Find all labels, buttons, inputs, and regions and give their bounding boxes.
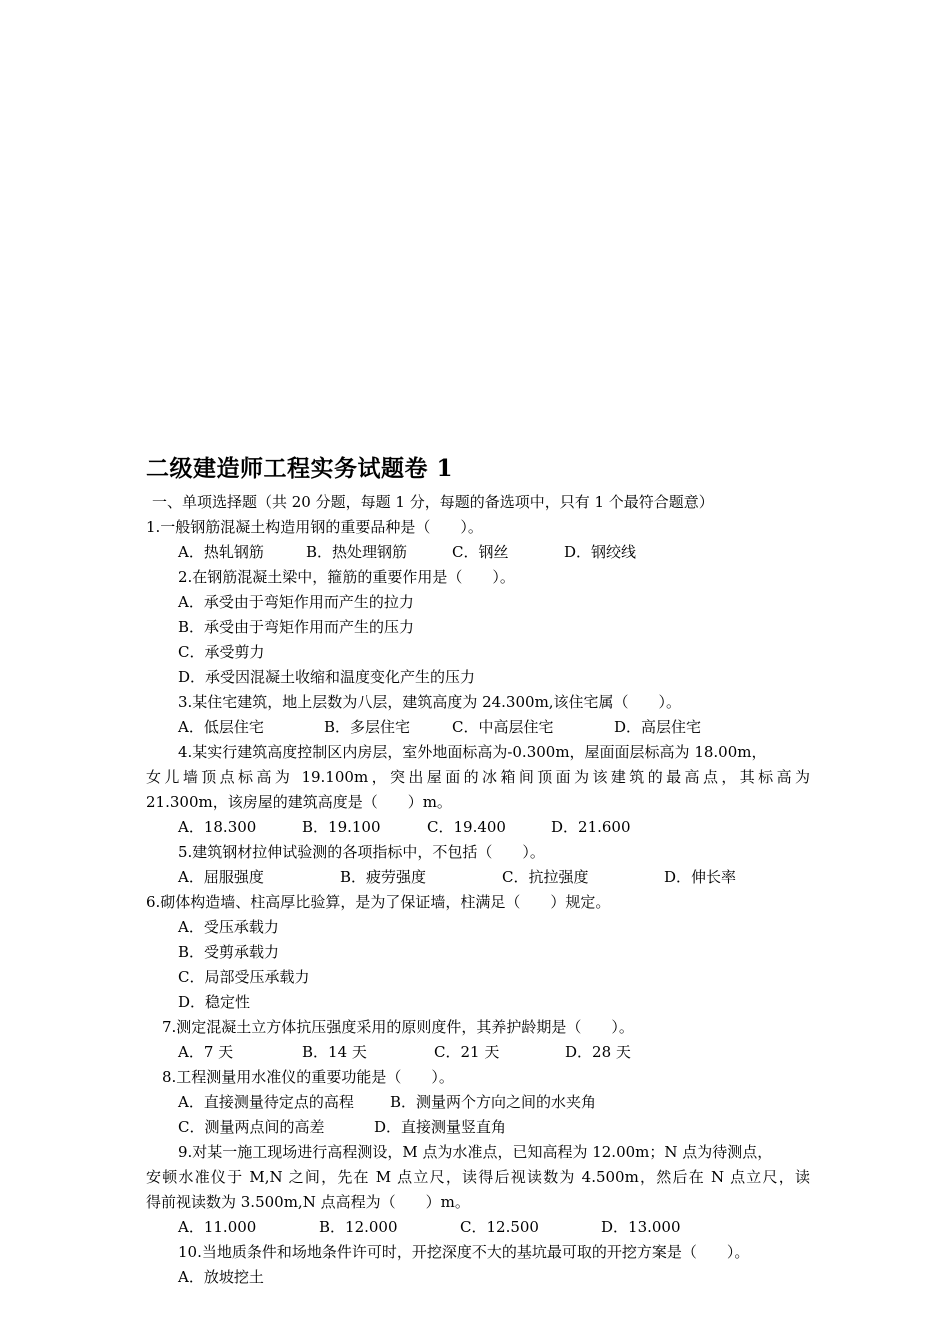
option-a: A．7 天: [178, 1043, 234, 1061]
question-7-stem: 7.测定混凝土立方体抗压强度采用的原则度件，其养护龄期是（ ）。: [162, 1018, 634, 1036]
question-6-stem: 6.砌体构造墙、柱高厚比验算，是为了保证墙，柱满足（ ）规定。: [146, 893, 611, 911]
page-title: 二级建造师工程实务试题卷 1: [146, 455, 454, 482]
option-a: A．11.000: [178, 1218, 257, 1236]
question-9-stem-line-1: 9.对某一施工现场进行高程测设，M 点为水准点，已知高程为 12.00m；N 点为待测点，: [178, 1143, 773, 1161]
question-9-stem-line-2: 安顿水准仪于 M,N 之间，先在 M 点立尺，读得后视读数为 4.500m，然后在 N 点立尺，读: [146, 1168, 810, 1186]
question-6-option-c: C．局部受压承载力: [178, 968, 310, 986]
question-1-stem: 1.一般钢筋混凝土构造用钢的重要品种是（ ）。: [146, 518, 483, 536]
option-d: D．13.000: [601, 1218, 681, 1236]
option-d: D．钢绞线: [564, 543, 637, 561]
question-2-option-b: B．承受由于弯矩作用而产生的压力: [178, 618, 415, 636]
question-2-stem: 2.在钢筋混凝土梁中，箍筋的重要作用是（ ）。: [178, 568, 515, 586]
option-c: C．中高层住宅: [452, 718, 554, 736]
question-8-stem: 8.工程测量用水准仪的重要功能是（ ）。: [162, 1068, 454, 1086]
question-5-options: [178, 865, 838, 890]
option-c: C．抗拉强度: [502, 868, 589, 886]
option-c: C．12.500: [460, 1218, 539, 1236]
question-1-options: [178, 540, 838, 565]
question-2-option-a: A．承受由于弯矩作用而产生的拉力: [178, 593, 414, 611]
option-a: A．屈服强度: [178, 868, 264, 886]
question-6-option-d: D．稳定性: [178, 993, 251, 1011]
question-8-options-row-1: [178, 1090, 838, 1115]
option-b: B．19.100: [302, 818, 381, 836]
option-c: C．测量两点间的高差: [178, 1118, 325, 1136]
question-4-stem-line-2: 女儿墙顶点标高为 19.100m，突出屋面的冰箱间顶面为该建筑的最高点，其标高为: [146, 768, 810, 786]
option-b: B．多层住宅: [324, 718, 411, 736]
question-3-stem: 3.某住宅建筑，地上层数为八层，建筑高度为 24.300m,该住宅属（ ）。: [178, 693, 682, 711]
question-4-stem-line-1: 4.某实行建筑高度控制区内房层，室外地面标高为-0.300m，屋面面层标高为 18.00m，: [178, 743, 767, 761]
question-5-stem: 5.建筑钢材拉伸试验测的各项指标中，不包括（ ）。: [178, 843, 545, 861]
section-header: 一、单项选择题（共 20 分题，每题 1 分，每题的备选项中，只有 1 个最符合题意）: [152, 493, 714, 511]
question-6-option-b: B．受剪承载力: [178, 943, 280, 961]
option-c: C．21 天: [434, 1043, 500, 1061]
question-9-stem-line-3: 得前视读数为 3.500m,N 点高程为（ ）m。: [146, 1193, 470, 1211]
question-2-option-c: C．承受剪力: [178, 643, 265, 661]
option-c: C．钢丝: [452, 543, 509, 561]
question-7-options: [178, 1040, 838, 1065]
option-d: D．28 天: [565, 1043, 631, 1061]
option-b: B．14 天: [302, 1043, 367, 1061]
question-4-stem-line-3: 21.300m，该房屋的建筑高度是（ ）m。: [146, 793, 452, 811]
question-3-options: [178, 715, 838, 740]
option-d: D．21.600: [551, 818, 631, 836]
option-c: C．19.400: [427, 818, 506, 836]
option-d: D．直接测量竖直角: [374, 1118, 507, 1136]
option-d: D．高层住宅: [614, 718, 702, 736]
question-2-option-d: D．承受因混凝土收缩和温度变化产生的压力: [178, 668, 476, 686]
option-a: A．热轧钢筋: [178, 543, 264, 561]
option-a: A．18.300: [178, 818, 257, 836]
question-9-options: [178, 1215, 838, 1240]
question-10-option-a: A．放坡挖土: [178, 1268, 264, 1286]
option-a: A．直接测量待定点的高程: [178, 1093, 354, 1111]
option-b: B．12.000: [319, 1218, 398, 1236]
question-6-option-a: A．受压承载力: [178, 918, 279, 936]
question-8-options-row-2: [178, 1115, 838, 1140]
option-b: B．热处理钢筋: [306, 543, 408, 561]
question-4-options: [178, 815, 838, 840]
question-10-stem: 10.当地质条件和场地条件许可时，开挖深度不大的基坑最可取的开挖方案是（ ）。: [178, 1243, 750, 1261]
option-b: B．疲劳强度: [340, 868, 427, 886]
option-d: D．伸长率: [664, 868, 737, 886]
option-b: B．测量两个方向之间的水夹角: [390, 1093, 597, 1111]
option-a: A．低层住宅: [178, 718, 264, 736]
